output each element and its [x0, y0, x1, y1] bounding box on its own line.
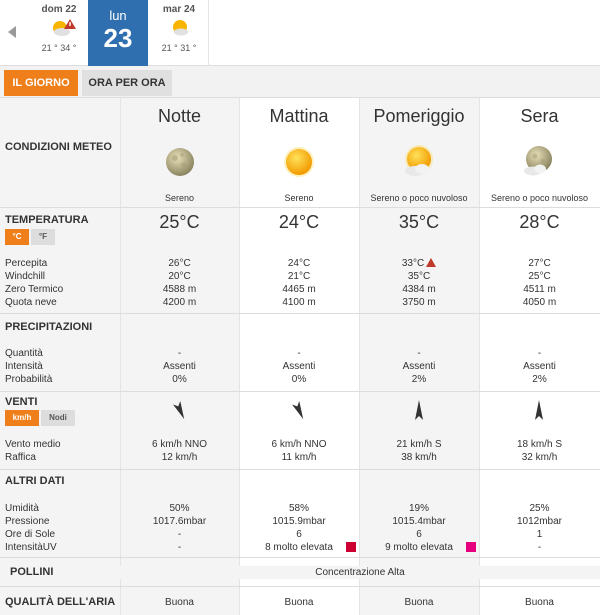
uv-index: 9 molto elevata [385, 542, 453, 553]
day-name: dom 22 [41, 4, 77, 15]
previous-day-arrow-icon[interactable] [8, 26, 16, 38]
kmh-toggle[interactable]: km/h [5, 410, 39, 426]
sun-cloud-icon [169, 17, 189, 37]
precip-amount: - [417, 348, 421, 359]
column-title: Mattina [269, 106, 329, 126]
wind-direction-arrow-icon [289, 398, 309, 422]
row-label: Quantità [5, 348, 43, 359]
snow-level: 4100 m [282, 297, 316, 308]
divider [208, 0, 209, 66]
day-selector [0, 0, 600, 66]
precip-intensity: Assenti [163, 361, 196, 372]
wind-speed: 6 km/h NNO [151, 439, 207, 450]
column-title: Sera [520, 106, 559, 126]
wind-title: VENTI [5, 396, 38, 408]
row-label: Intensità [5, 361, 43, 372]
celsius-toggle[interactable]: °C [5, 229, 29, 245]
windchill: 35°C [407, 271, 431, 282]
windchill: 25°C [528, 271, 551, 282]
precip-probability: 0% [291, 374, 307, 385]
wind-speed: 21 km/h S [396, 439, 442, 450]
column-title: Pomeriggio [373, 106, 465, 126]
warning-icon [426, 258, 436, 267]
precip-probability: 0% [172, 374, 187, 385]
divider [0, 207, 600, 208]
divider [0, 313, 600, 314]
pressure: 1017.6mbar [152, 516, 207, 527]
windchill: 21°C [287, 271, 311, 282]
temperature-value: 28°C [519, 212, 560, 232]
pressure: 1015.9mbar [272, 516, 326, 527]
uv-level-swatch [346, 542, 356, 552]
row-label: Vento medio [5, 439, 61, 450]
day-temps: 21 ° 34 ° [41, 43, 77, 53]
wind-direction-arrow-icon [170, 398, 190, 422]
pressure: 1012mbar [516, 516, 563, 527]
freezing-level: 4588 m [162, 284, 197, 295]
freezing-level: 4511 m [523, 284, 556, 295]
fahrenheit-toggle[interactable]: °F [31, 229, 55, 245]
row-label: Probabilità [5, 374, 53, 385]
knots-toggle[interactable]: Nodi [41, 410, 75, 426]
sun-hours: - [177, 529, 182, 540]
humidity: 19% [408, 503, 429, 514]
divider [0, 586, 600, 587]
wind-direction-arrow-icon [529, 398, 549, 422]
uv-level-swatch [466, 542, 476, 552]
row-label: Pressione [5, 516, 50, 527]
sun-cloud-icon [401, 144, 437, 180]
humidity: 58% [288, 503, 309, 514]
row-label: Zero Termico [5, 284, 64, 295]
sun-hours: 1 [536, 529, 543, 540]
conditions-title: CONDIZIONI METEO [5, 141, 112, 153]
snow-level: 4050 m [522, 297, 557, 308]
condition-label: Sereno o poco nuvoloso [490, 193, 589, 203]
temperature-value: 35°C [398, 212, 440, 232]
wind-direction-arrow-icon [409, 398, 429, 422]
day-name: mar 24 [162, 4, 196, 15]
view-tabs [0, 66, 600, 98]
sun-cloud-warning-icon [49, 17, 69, 37]
day-tab-current[interactable] [88, 0, 148, 66]
pollen-value: Concentrazione Alta [120, 566, 600, 579]
windchill: 20°C [168, 271, 191, 282]
tab-day[interactable]: IL GIORNO [4, 70, 78, 96]
column-title: Notte [157, 106, 202, 126]
wind-gust: 38 km/h [401, 452, 437, 463]
air-quality: Buona [165, 597, 194, 608]
perceived-temp: 27°C [528, 258, 551, 269]
wind-gust: 11 km/h [281, 452, 317, 463]
sun-icon [281, 144, 317, 180]
air-quality: Buona [284, 597, 314, 608]
divider [0, 391, 600, 392]
day-tab-prev[interactable] [30, 0, 88, 66]
condition-label: Sereno o poco nuvoloso [370, 193, 468, 203]
precip-intensity: Assenti [282, 361, 316, 372]
other-data-title: ALTRI DATI [5, 475, 65, 487]
air-quality: Buona [404, 597, 434, 608]
day-tab-next[interactable] [150, 0, 208, 66]
freezing-level: 4465 m [282, 284, 316, 295]
row-label: Percepita [5, 258, 48, 269]
divider [0, 557, 600, 558]
row-label: Umidità [5, 503, 39, 514]
temperature-value: 25°C [159, 212, 200, 232]
row-label: Raffica [5, 452, 36, 463]
humidity: 25% [529, 503, 550, 514]
row-label: Ore di Sole [5, 529, 56, 540]
precip-probability: 2% [411, 374, 427, 385]
day-name: lun [109, 8, 127, 23]
snow-level: 4200 m [162, 297, 197, 308]
pressure: 1015.4mbar [392, 516, 446, 527]
precip-amount: - [177, 348, 182, 359]
pollen-title: POLLINI [10, 566, 54, 578]
uv-index: - [177, 542, 182, 553]
air-quality: Buona [525, 597, 554, 608]
condition-label: Sereno [284, 193, 314, 203]
precip-intensity: Assenti [402, 361, 436, 372]
sun-hours: 6 [416, 529, 422, 540]
uv-index: 8 molto elevata [265, 542, 333, 553]
row-label: Quota neve [5, 297, 57, 308]
precip-intensity: Assenti [523, 361, 556, 372]
perceived-temp-cell [359, 257, 479, 270]
moon-icon [162, 144, 198, 180]
temperature-title: TEMPERATURA [5, 214, 89, 226]
condition-label: Sereno [164, 193, 195, 203]
perceived-temp: 24°C [287, 258, 311, 269]
precip-amount: - [297, 348, 301, 359]
wind-gust: 32 km/h [521, 452, 558, 463]
snow-level: 3750 m [402, 297, 436, 308]
row-label: Windchill [5, 271, 46, 282]
wind-speed: 6 km/h NNO [271, 439, 327, 450]
precip-amount: - [537, 348, 542, 359]
sun-hours: 6 [296, 529, 302, 540]
day-temps: 21 ° 31 ° [161, 43, 197, 53]
tab-hourly[interactable]: ORA PER ORA [82, 70, 172, 96]
precipitation-title: PRECIPITAZIONI [5, 321, 93, 333]
uv-index: - [537, 542, 542, 553]
moon-cloud-icon [521, 144, 557, 180]
air-quality-title: QUALITÀ DELL'ARIA [5, 596, 116, 608]
humidity: 50% [169, 503, 190, 514]
freezing-level: 4384 m [402, 284, 436, 295]
wind-gust: 12 km/h [161, 452, 198, 463]
divider [0, 469, 600, 470]
wind-speed: 18 km/h S [516, 439, 563, 450]
perceived-temp: 26°C [168, 258, 191, 269]
row-label: IntensitàUV [5, 542, 57, 553]
day-number: 23 [103, 23, 133, 53]
precip-probability: 2% [532, 374, 547, 385]
temperature-value: 24°C [278, 212, 320, 232]
perceived-temp: 33°C [401, 258, 425, 269]
